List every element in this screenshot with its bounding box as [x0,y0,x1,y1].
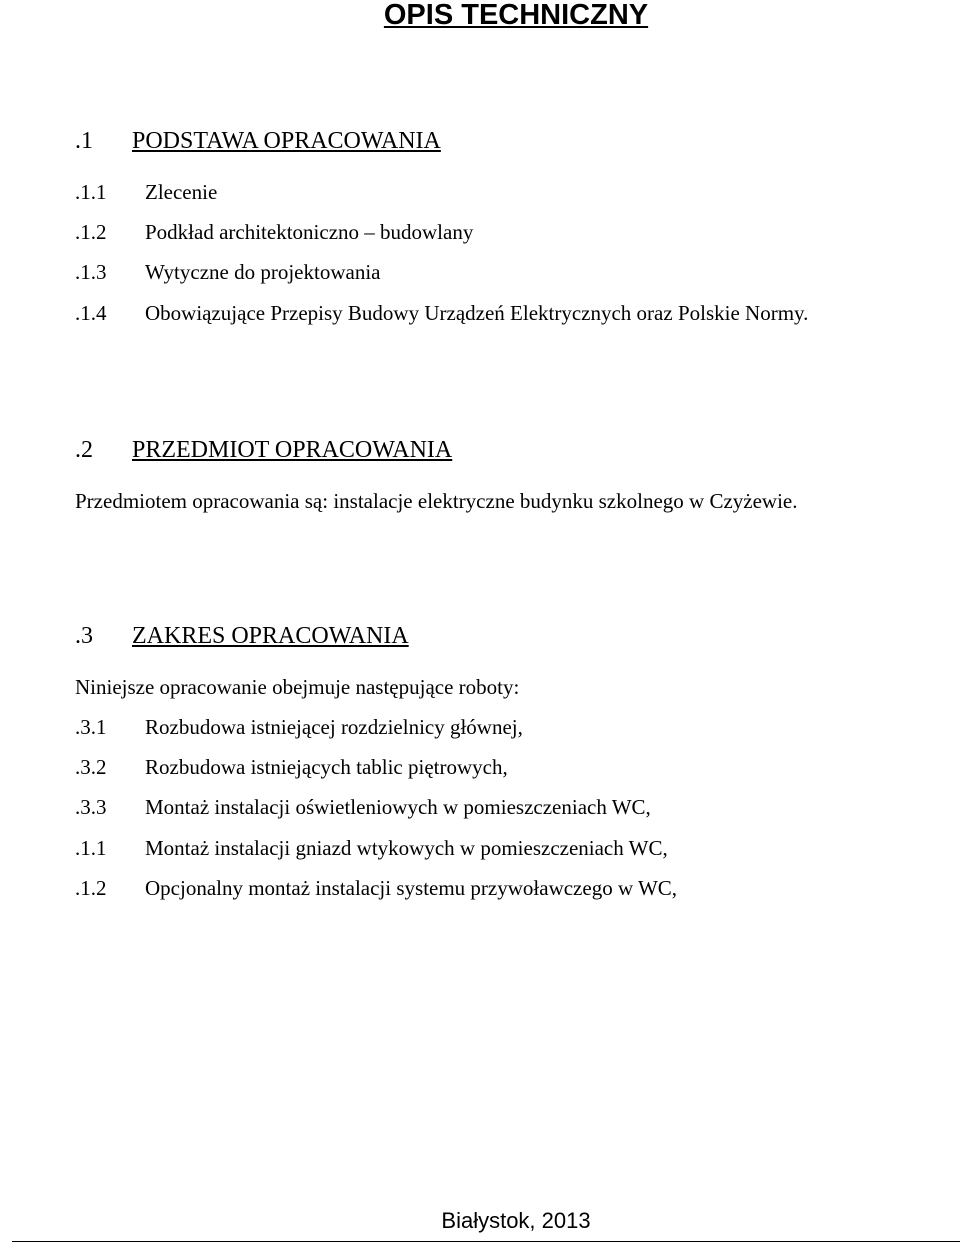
item-text: Wytyczne do projektowania [145,260,381,284]
list-item [75,835,668,861]
section-paragraph: Niniejsze opracowanie obejmuje następujące roboty: [75,675,520,699]
list-item [75,219,473,245]
list-item [75,300,808,326]
item-number: .1.2 [75,220,107,244]
footer-place-date: Białystok, 2013 [441,1208,591,1233]
footer-divider [12,1241,960,1242]
section-heading-3 [75,622,409,650]
section-title: ZAKRES OPRACOWANIA [132,623,409,649]
section-heading-1 [75,127,441,155]
item-number: .3.1 [75,715,107,739]
document-title: OPIS TECHNICZNY [383,0,649,31]
section-number: .2 [75,437,93,463]
item-text: Rozbudowa istniejących tablic piętrowych, [145,755,508,779]
list-item [75,794,651,820]
section-number: .3 [75,623,93,649]
item-text: Podkład architektoniczno – budowlany [145,220,474,244]
list-item [75,714,523,740]
item-text: Montaż instalacji oświetleniowych w pomieszczeniach WC, [145,795,651,819]
item-text: Obowiązujące Przepisy Budowy Urządzeń Elektrycznych oraz Polskie Normy. [145,301,809,325]
item-text: Zlecenie [145,180,218,204]
item-number: .1.2 [75,876,107,900]
item-number: .1.4 [75,301,107,325]
item-number: .1.1 [75,180,107,204]
item-text: Montaż instalacji gniazd wtykowych w pomieszczeniach WC, [145,836,668,860]
section-number: .1 [75,128,93,154]
list-item [75,259,380,285]
item-number: .3.3 [75,795,107,819]
section-title: PODSTAWA OPRACOWANIA [132,128,441,154]
item-number: .1.1 [75,836,107,860]
item-text: Opcjonalny montaż instalacji systemu przywoławczego w WC, [145,876,678,900]
section-heading-2 [75,436,452,464]
list-item [75,754,508,780]
item-number: .3.2 [75,755,107,779]
list-item [75,875,677,901]
item-number: .1.3 [75,260,107,284]
section-paragraph: Przedmiotem opracowania są: instalacje elektryczne budynku szkolnego w Czyżewie. [75,489,798,513]
section-title: PRZEDMIOT OPRACOWANIA [132,437,453,463]
item-text: Rozbudowa istniejącej rozdzielnicy głównej, [145,715,523,739]
list-item [75,179,217,205]
